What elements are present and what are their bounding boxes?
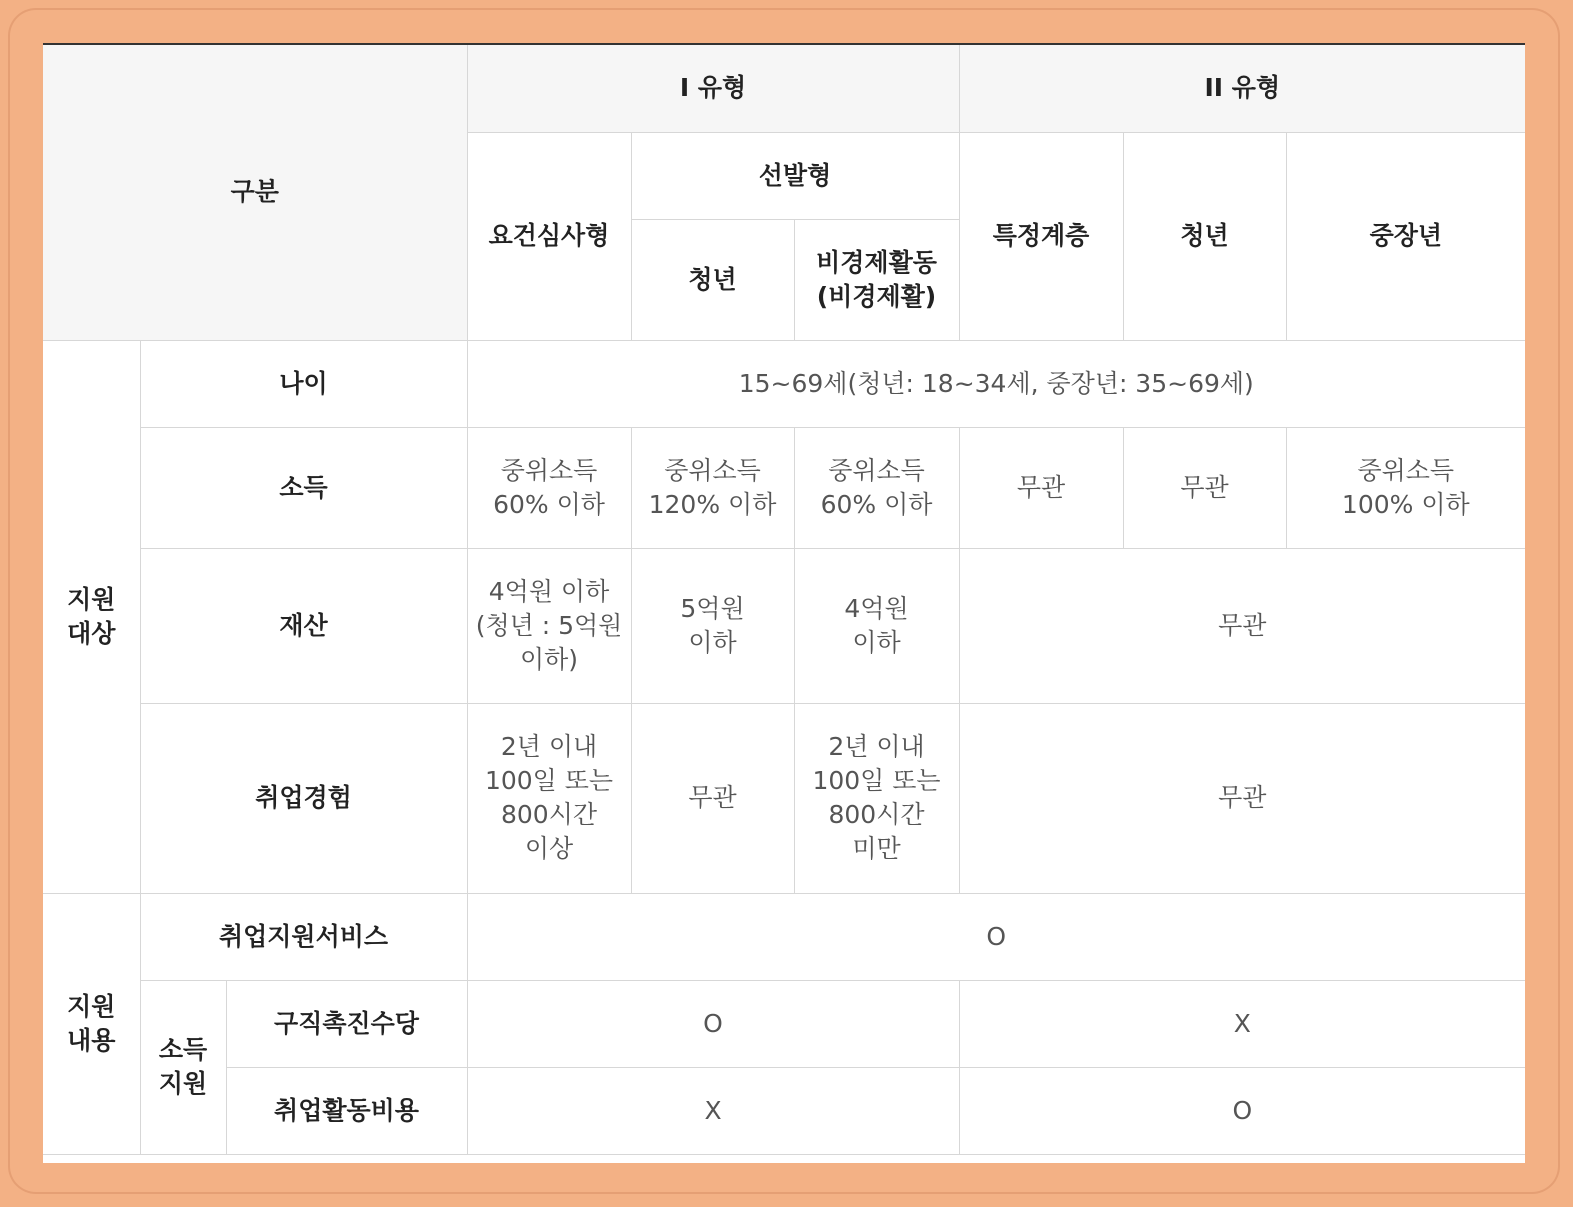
employment-line: 800시간 — [828, 800, 925, 829]
income-line: 중위소득 — [828, 455, 925, 485]
header-bigyeong-line: (비경제활) — [816, 281, 937, 311]
assets-line: 이하) — [519, 644, 579, 674]
income-cheongnyeon-type2: 무관 — [1123, 427, 1286, 548]
income-jungjang — [1286, 427, 1525, 548]
allowance-type1: O — [467, 980, 959, 1067]
employment-yogeon — [467, 703, 631, 893]
income-line: 100% 이하 — [1341, 489, 1470, 519]
row-assets — [43, 548, 1525, 703]
header-type1: I 유형 — [467, 45, 959, 132]
service-label: 취업지원서비스 — [140, 893, 467, 980]
employment-line: 2년 이내 — [500, 732, 598, 761]
income-line: 중위소득 — [664, 455, 761, 485]
employment-label: 취업경험 — [140, 703, 467, 893]
allowance-type2: X — [959, 980, 1525, 1067]
section-content-label — [43, 893, 140, 1154]
assets-label: 재산 — [140, 548, 467, 703]
employment-cheongnyeon: 무관 — [631, 703, 794, 893]
header-teukjeong: 특정계층 — [959, 132, 1123, 340]
employment-bigyeong — [794, 703, 959, 893]
assets-yogeon — [467, 548, 631, 703]
header-bigyeong — [794, 219, 959, 340]
assets-bigyeong — [794, 548, 959, 703]
income-line: 120% 이하 — [648, 489, 777, 519]
activity-type1: X — [467, 1067, 959, 1154]
header-jungjang: 중장년 — [1286, 132, 1525, 340]
income-support-line: 지원 — [158, 1069, 208, 1098]
income-cheongnyeon — [631, 427, 794, 548]
header-bigyeong-line: 비경제활동 — [816, 247, 937, 277]
assets-line: (청년 : 5억원 — [475, 610, 623, 640]
activity-label: 취업활동비용 — [226, 1067, 467, 1154]
table-container — [43, 43, 1525, 1163]
header-seonbal: 선발형 — [631, 132, 959, 219]
employment-line: 100일 또는 — [812, 766, 941, 795]
income-bigyeong — [794, 427, 959, 548]
row-income — [43, 427, 1525, 548]
income-support-line: 소득 — [158, 1035, 208, 1064]
row-allowance — [43, 980, 1525, 1067]
employment-line: 100일 또는 — [484, 766, 614, 795]
assets-cheongnyeon — [631, 548, 794, 703]
header-yogeon: 요건심사형 — [467, 132, 631, 340]
employment-line: 미만 — [852, 834, 901, 863]
header-cheongnyeon-type2: 청년 — [1123, 132, 1286, 340]
employment-type2: 무관 — [959, 703, 1525, 893]
income-line: 중위소득 — [1357, 455, 1455, 485]
assets-line: 4억원 — [844, 593, 909, 623]
employment-line: 2년 이내 — [828, 732, 925, 761]
header-type2: II 유형 — [959, 45, 1525, 132]
income-yogeon — [467, 427, 631, 548]
income-line: 60% 이하 — [820, 489, 933, 519]
section-target-line: 지원 — [67, 584, 116, 614]
income-support-label — [140, 980, 226, 1154]
assets-type2: 무관 — [959, 548, 1525, 703]
assets-line: 4억원 이하 — [488, 576, 610, 606]
section-target-label — [43, 340, 140, 893]
assets-line: 이하 — [852, 627, 901, 657]
employment-line: 이상 — [524, 834, 574, 863]
income-line: 60% 이하 — [493, 489, 605, 519]
service-value: O — [467, 893, 1525, 980]
support-table — [43, 45, 1525, 1155]
row-age — [43, 340, 1525, 427]
row-activity — [43, 1067, 1525, 1154]
assets-line: 5억원 — [680, 593, 745, 623]
assets-line: 이하 — [688, 627, 737, 657]
age-value: 15~69세(청년: 18~34세, 중장년: 35~69세) — [467, 340, 1525, 427]
header-gubun: 구분 — [43, 45, 467, 340]
income-label: 소득 — [140, 427, 467, 548]
section-target-line: 대상 — [67, 618, 116, 648]
activity-type2: O — [959, 1067, 1525, 1154]
section-content-line: 내용 — [67, 1025, 116, 1055]
employment-line: 800시간 — [500, 800, 598, 829]
row-employment — [43, 703, 1525, 893]
row-service — [43, 893, 1525, 980]
header-cheongnyeon: 청년 — [631, 219, 794, 340]
header-row-1 — [43, 45, 1525, 132]
income-line: 중위소득 — [500, 455, 598, 485]
age-label: 나이 — [140, 340, 467, 427]
income-teukjeong: 무관 — [959, 427, 1123, 548]
allowance-label: 구직촉진수당 — [226, 980, 467, 1067]
section-content-line: 지원 — [67, 991, 116, 1021]
